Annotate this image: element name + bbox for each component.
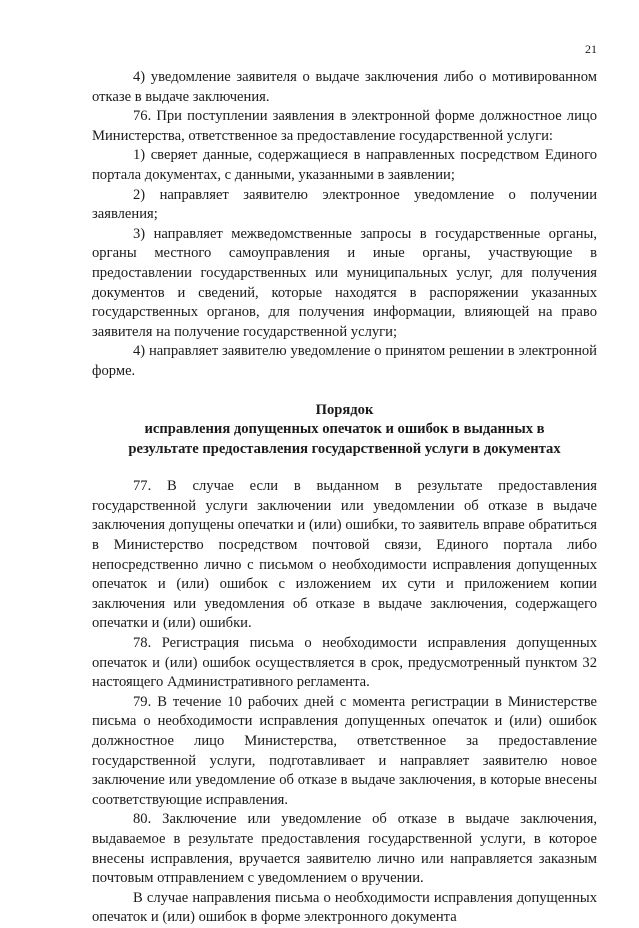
paragraph-80: 80. Заключение или уведомление об отказе в выдаче заключения, выдаваемое в результате предоставления государственной услуги, в которое внесены исправления, вручается заявителю лично или направляется заказным почтовым отправлением с уведомлением о вручении. (92, 811, 597, 887)
spacer (92, 459, 597, 477)
spacer (92, 382, 597, 401)
heading-line-1: Порядок (315, 401, 374, 418)
page-number: 21 (585, 42, 597, 56)
paragraph-76-3: 3) направляет межведомственные запросы в государственные органы, органы местного самоуправления и иные органы, участвующие в предоставлении государственных или муниципальных услуг, для получения документов и сведений, которые находятся в распоряжении указанных государственных органов, для получения информации, влияющей на право заявителя на получение государственной услуги; (92, 225, 597, 340)
heading-line-3: результате предоставления государственной услуги в документах (128, 440, 561, 457)
paragraph-80-continuation: В случае направления письма о необходимости исправления допущенных опечаток и (или) ошибок в форме электронного документа (92, 889, 597, 926)
paragraph-76-1: 1) сверяет данные, содержащиеся в направленных посредством Единого портала документах, с данными, указанными в заявлении; (92, 147, 597, 183)
paragraph-76: 76. При поступлении заявления в электронной форме должностное лицо Министерства, ответственное за предоставление государственной услуги: (92, 108, 597, 144)
paragraph-78: 78. Регистрация письма о необходимости исправления допущенных опечаток и (или) ошибок осуществляется в срок, предусмотренный пунктом 32 настоящего Административного регламента. (92, 635, 597, 691)
paragraph-75-4: 4) уведомление заявителя о выдаче заключения либо о мотивированном отказе в выдаче заключения. (92, 69, 597, 105)
heading-line-2: исправления допущенных опечаток и ошибок в выданных в (144, 421, 545, 438)
document-body (92, 68, 597, 928)
paragraph-79: 79. В течение 10 рабочих дней с момента регистрации в Министерстве письма о необходимости исправления допущенных опечаток и (или) ошибок должностное лицо Министерства, ответственное за предоставление государственной услуги, подготавливает и направляет заявителю новое заключение или уведомление об отказе в выдаче заключения, в которые внесены соответствующие исправления. (92, 693, 597, 808)
section-heading (92, 401, 597, 460)
paragraph-76-4: 4) направляет заявителю уведомление о принятом решении в электронной форме. (92, 343, 597, 379)
paragraph-76-2: 2) направляет заявителю электронное уведомление о получении заявления; (92, 186, 597, 223)
paragraph-77: 77. В случае если в выданном в результате предоставления государственной услуги заключении или уведомлении об отказе в выдаче заключения допущены опечатки и (или) ошибки, то заявитель вправе обратиться в Министерство посредством почтовой связи, Единого портала либо непосредственно лично с письмом о необходимости исправления допущенных опечаток и (или) ошибок с изложением их сути и приложением копии заключения или уведомления об отказе в выдаче заключения, содержащего опечатки и (или) ошибки. (92, 478, 597, 632)
